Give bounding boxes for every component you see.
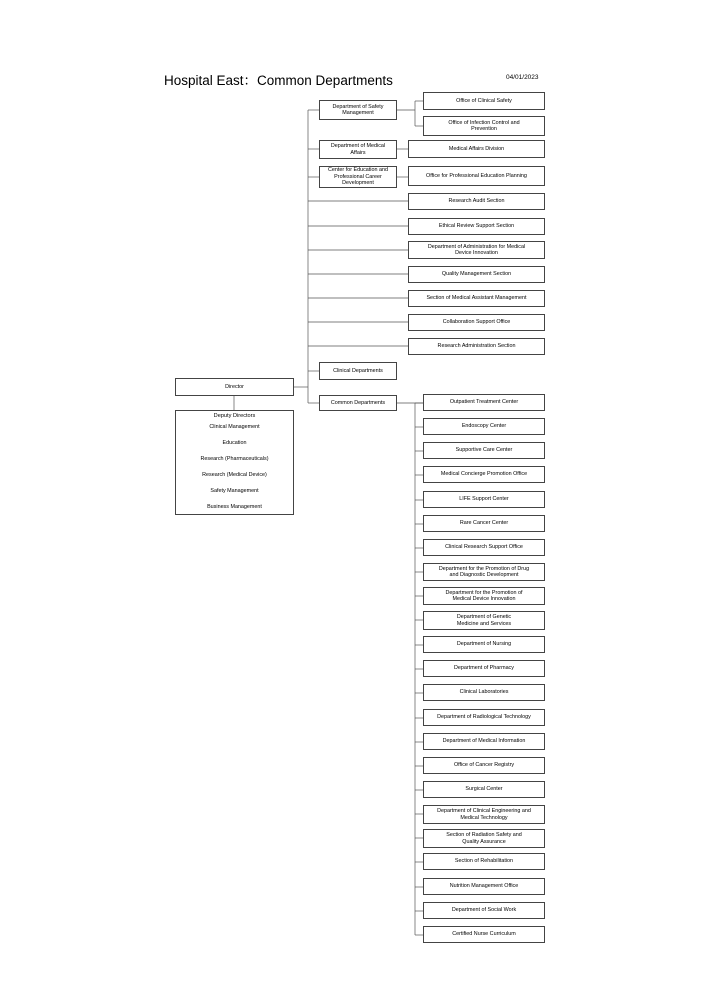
quality-management-section: Quality Management Section <box>408 266 545 283</box>
deputy-directors-box <box>175 410 294 515</box>
common-dept-item: Section of Rehabilitation <box>423 853 545 870</box>
office-infection-control: Office of Infection Control and Prevention <box>423 116 545 136</box>
deputy-item: Clinical Management <box>209 424 260 430</box>
common-dept-item: Surgical Center <box>423 781 545 798</box>
center-education-career: Center for Education and Professional Career Development <box>319 166 397 188</box>
common-dept-item: Clinical Research Support Office <box>423 539 545 556</box>
common-dept-item: Endoscopy Center <box>423 418 545 435</box>
common-dept-item: Department for the Promotion of Drug and Diagnostic Development <box>423 563 545 581</box>
common-dept-item: Department of Genetic Medicine and Services <box>423 611 545 630</box>
common-departments-box: Common Departments <box>319 395 397 411</box>
office-professional-education: Office for Professional Education Planning <box>408 166 545 186</box>
director-box: Director <box>175 378 294 396</box>
chart-date: 04/01/2023 <box>506 74 539 81</box>
deputy-item: Business Management <box>207 504 262 510</box>
common-dept-item: Department of Social Work <box>423 902 545 919</box>
common-dept-item: Supportive Care Center <box>423 442 545 459</box>
common-dept-item: Department of Pharmacy <box>423 660 545 677</box>
common-dept-item: Clinical Laboratories <box>423 684 545 701</box>
common-dept-item: Department of Radiological Technology <box>423 709 545 726</box>
medical-affairs-division: Medical Affairs Division <box>408 140 545 158</box>
common-dept-item: Rare Cancer Center <box>423 515 545 532</box>
common-dept-item: Department of Medical Information <box>423 733 545 750</box>
deputy-directors-title: Deputy Directors <box>213 413 256 419</box>
common-dept-item: Medical Concierge Promotion Office <box>423 466 545 483</box>
common-dept-item: LIFE Support Center <box>423 491 545 508</box>
dept-medical-affairs: Department of Medical Affairs <box>319 140 397 159</box>
common-dept-item: Department of Nursing <box>423 636 545 653</box>
deputy-item: Education <box>222 440 247 446</box>
office-clinical-safety: Office of Clinical Safety <box>423 92 545 110</box>
deputy-item: Research (Pharmaceuticals) <box>200 456 269 462</box>
common-dept-item: Department for the Promotion of Medical Device Innovation <box>423 587 545 605</box>
page-title: Hospital East：Common Departments <box>164 73 393 88</box>
collaboration-support-office: Collaboration Support Office <box>408 314 545 331</box>
common-dept-item: Nutrition Management Office <box>423 878 545 895</box>
research-administration-section: Research Administration Section <box>408 338 545 355</box>
common-dept-item: Section of Radiation Safety and Quality Assurance <box>423 829 545 848</box>
ethical-review-support: Ethical Review Support Section <box>408 218 545 235</box>
dept-admin-medical-device: Department of Administration for Medical Device Innovation <box>408 241 545 259</box>
deputy-item: Safety Management <box>210 488 259 494</box>
dept-safety-management: Department of Safety Management <box>319 100 397 120</box>
common-dept-item: Certified Nurse Curriculum <box>423 926 545 943</box>
deputy-item: Research (Medical Device) <box>202 472 267 478</box>
common-dept-item: Department of Clinical Engineering and Medical Technology <box>423 805 545 824</box>
medical-assistant-management: Section of Medical Assistant Management <box>408 290 545 307</box>
common-dept-item: Office of Cancer Registry <box>423 757 545 774</box>
common-dept-item: Outpatient Treatment Center <box>423 394 545 411</box>
research-audit-section: Research Audit Section <box>408 193 545 210</box>
clinical-departments-box: Clinical Departments <box>319 362 397 380</box>
